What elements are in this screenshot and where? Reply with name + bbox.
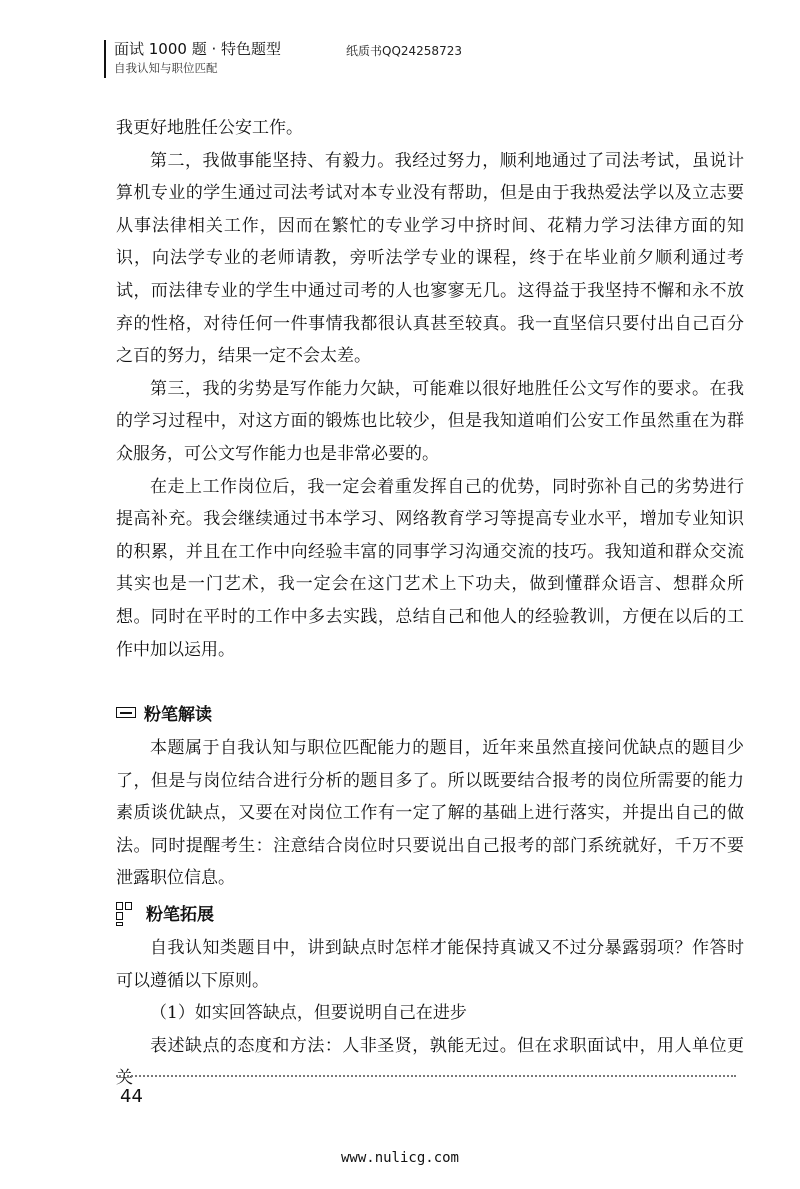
extension-heading [116,900,214,925]
watermark-text: 纸质书QQ24258723 [346,44,462,58]
footer-url: www.nulicg.com [340,1150,459,1166]
paragraph-continued: 我更好地胜任公安工作。 [116,118,303,138]
extension-intro: 自我认知类题目中，讲到缺点时怎样才能保持真诚又不过分暴露弱项？作答时可以遵循以下原则。 [116,938,744,991]
note-icon [116,707,136,718]
interpretation-text: 本题属于自我认知与职位匹配能力的题目，近年来虽然直接问优缺点的题目少了，但是与岗位结合进行分析的题目多了。所以既要结合报考的岗位所需要的能力素质谈优缺点，又要在对岗位工作有一定了解的基础上进行落实，并提出自己的做法。同时提醒考生：注意结合岗位时只要说出自己报考的部门系统就好，千万不要泄露职位信息。 [116,738,744,889]
truncated-line [116,1075,736,1083]
interpretation-heading-label: 粉笔解读 [144,705,212,725]
header-rule [104,40,106,78]
main-body [116,112,744,666]
extension-point-1: （1）如实回答缺点，但要说明自己在进步 [150,1003,467,1024]
interpretation-heading [116,700,212,725]
extension-point-1-text: 表述缺点的态度和方法：人非圣贤，孰能无过。但在求职面试中，用人单位更关 [116,1035,744,1089]
interpretation-body [116,732,744,895]
running-header-title: 面试 1000 题 · 特色题型 [114,40,282,58]
grid-icon [116,902,134,924]
running-header-subtitle: 自我认知与职位匹配 [114,61,218,75]
extension-heading-label: 粉笔拓展 [146,905,214,925]
extension-body [116,932,744,1095]
paragraph-improvement: 在走上工作岗位后，我一定会着重发挥自己的优势，同时弥补自己的劣势进行提高补充。我会继续通过书本学习、网络教育学习等提高专业水平，增加专业知识的积累，并且在工作中向经验丰富的同事学习沟通交流的技巧。我知道和群众交流其实也是一门艺术，我一定会在这门艺术上下功夫，做到懂群众语言、想群众所想。同时在平时的工作中多去实践，总结自己和他人的经验教训，方便在以后的工作中加以运用。 [116,476,744,660]
page-number: 44 [120,1086,143,1107]
paragraph-strength-2: 第二，我做事能坚持、有毅力。我经过努力，顺利地通过了司法考试，虽说计算机专业的学生通过司法考试对本专业没有帮助，但是由于我热爱法学以及立志要从事法律相关工作，因而在繁忙的专业学习中挤时间、花精力学习法律方面的知识，向法学专业的老师请教，旁听法学专业的课程，终于在毕业前夕顺利通过考试，而法律专业的学生中通过司考的人也寥寥无几。这得益于我坚持不懈和永不放弃的性格，对待任何一件事情我都很认真甚至较真。我一直坚信只要付出自己百分之百的努力，结果一定不会太差。 [116,150,744,367]
paragraph-weakness: 第三，我的劣势是写作能力欠缺，可能难以很好地胜任公文写作的要求。在我的学习过程中，对这方面的锻炼也比较少，但是我知道咱们公安工作虽然重在为群众服务，可公文写作能力也是非常必要的。 [116,378,744,464]
